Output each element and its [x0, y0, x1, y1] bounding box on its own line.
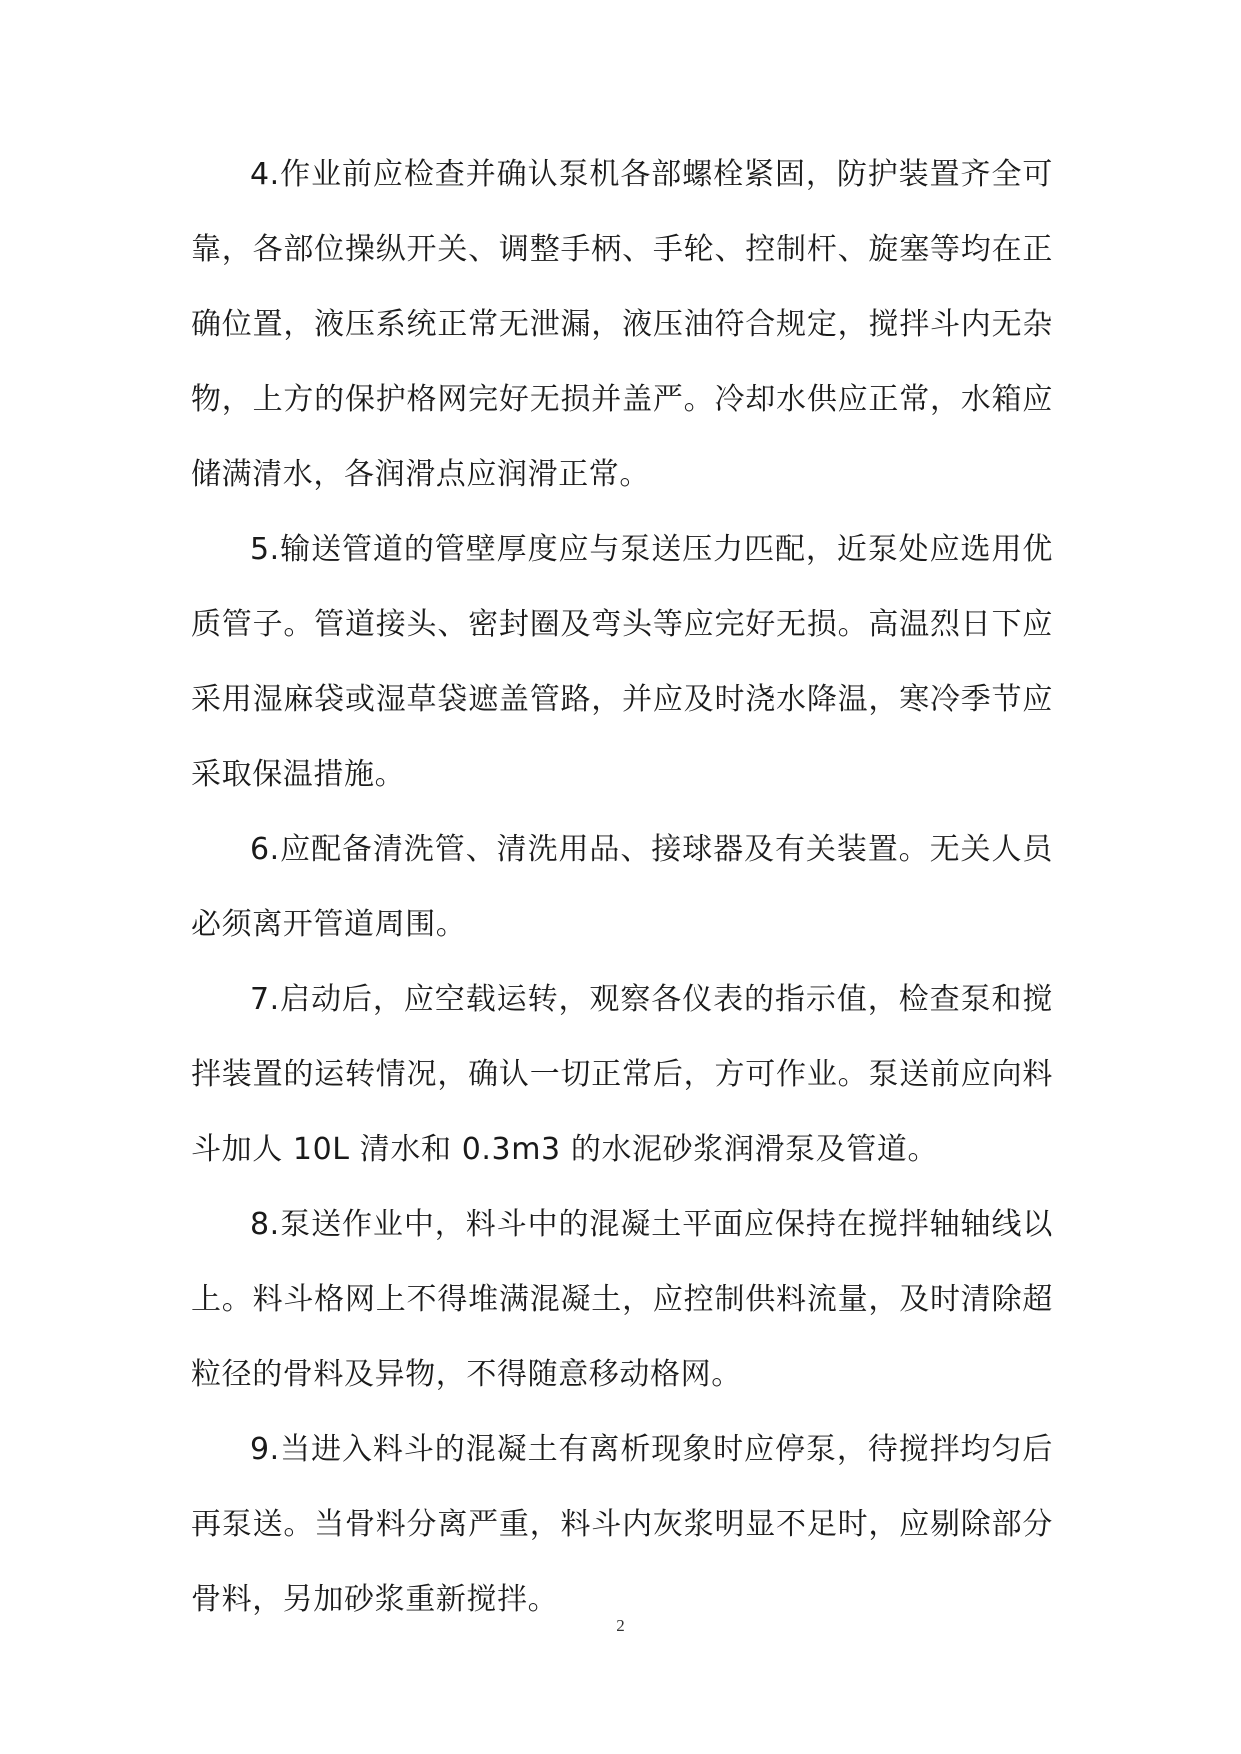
document-body	[191, 137, 1053, 1637]
page-number: 2	[616, 1616, 625, 1635]
paragraph-item-8: 8.泵送作业中，料斗中的混凝土平面应保持在搅拌轴轴线以上。料斗格网上不得堆满混凝土，应控制供料流量，及时清除超粒径的骨料及异物，不得随意移动格网。	[191, 1207, 1053, 1392]
paragraph-item-4: 4.作业前应检查并确认泵机各部螺栓紧固，防护装置齐全可靠，各部位操纵开关、调整手柄、手轮、控制杆、旋塞等均在正确位置，液压系统正常无泄漏，液压油符合规定，搅拌斗内无杂物，上方的保护格网完好无损并盖严。冷却水供应正常，水箱应储满清水，各润滑点应润滑正常。	[191, 157, 1053, 492]
paragraph-item-6: 6.应配备清洗管、清洗用品、接球器及有关装置。无关人员必须离开管道周围。	[191, 832, 1053, 942]
paragraph-item-5: 5.输送管道的管壁厚度应与泵送压力匹配，近泵处应选用优质管子。管道接头、密封圈及弯头等应完好无损。高温烈日下应采用湿麻袋或湿草袋遮盖管路，并应及时浇水降温，寒冷季节应采取保温措施。	[191, 532, 1053, 792]
paragraph-item-7: 7.启动后，应空载运转，观察各仪表的指示值，检查泵和搅拌装置的运转情况，确认一切正常后，方可作业。泵送前应向料斗加人 10L 清水和 0.3m3 的水泥砂浆润滑泵及管道。	[191, 982, 1053, 1167]
paragraph-item-9: 9.当进入料斗的混凝土有离析现象时应停泵，待搅拌均匀后再泵送。当骨料分离严重，料斗内灰浆明显不足时，应剔除部分骨料，另加砂浆重新搅拌。	[191, 1432, 1053, 1617]
